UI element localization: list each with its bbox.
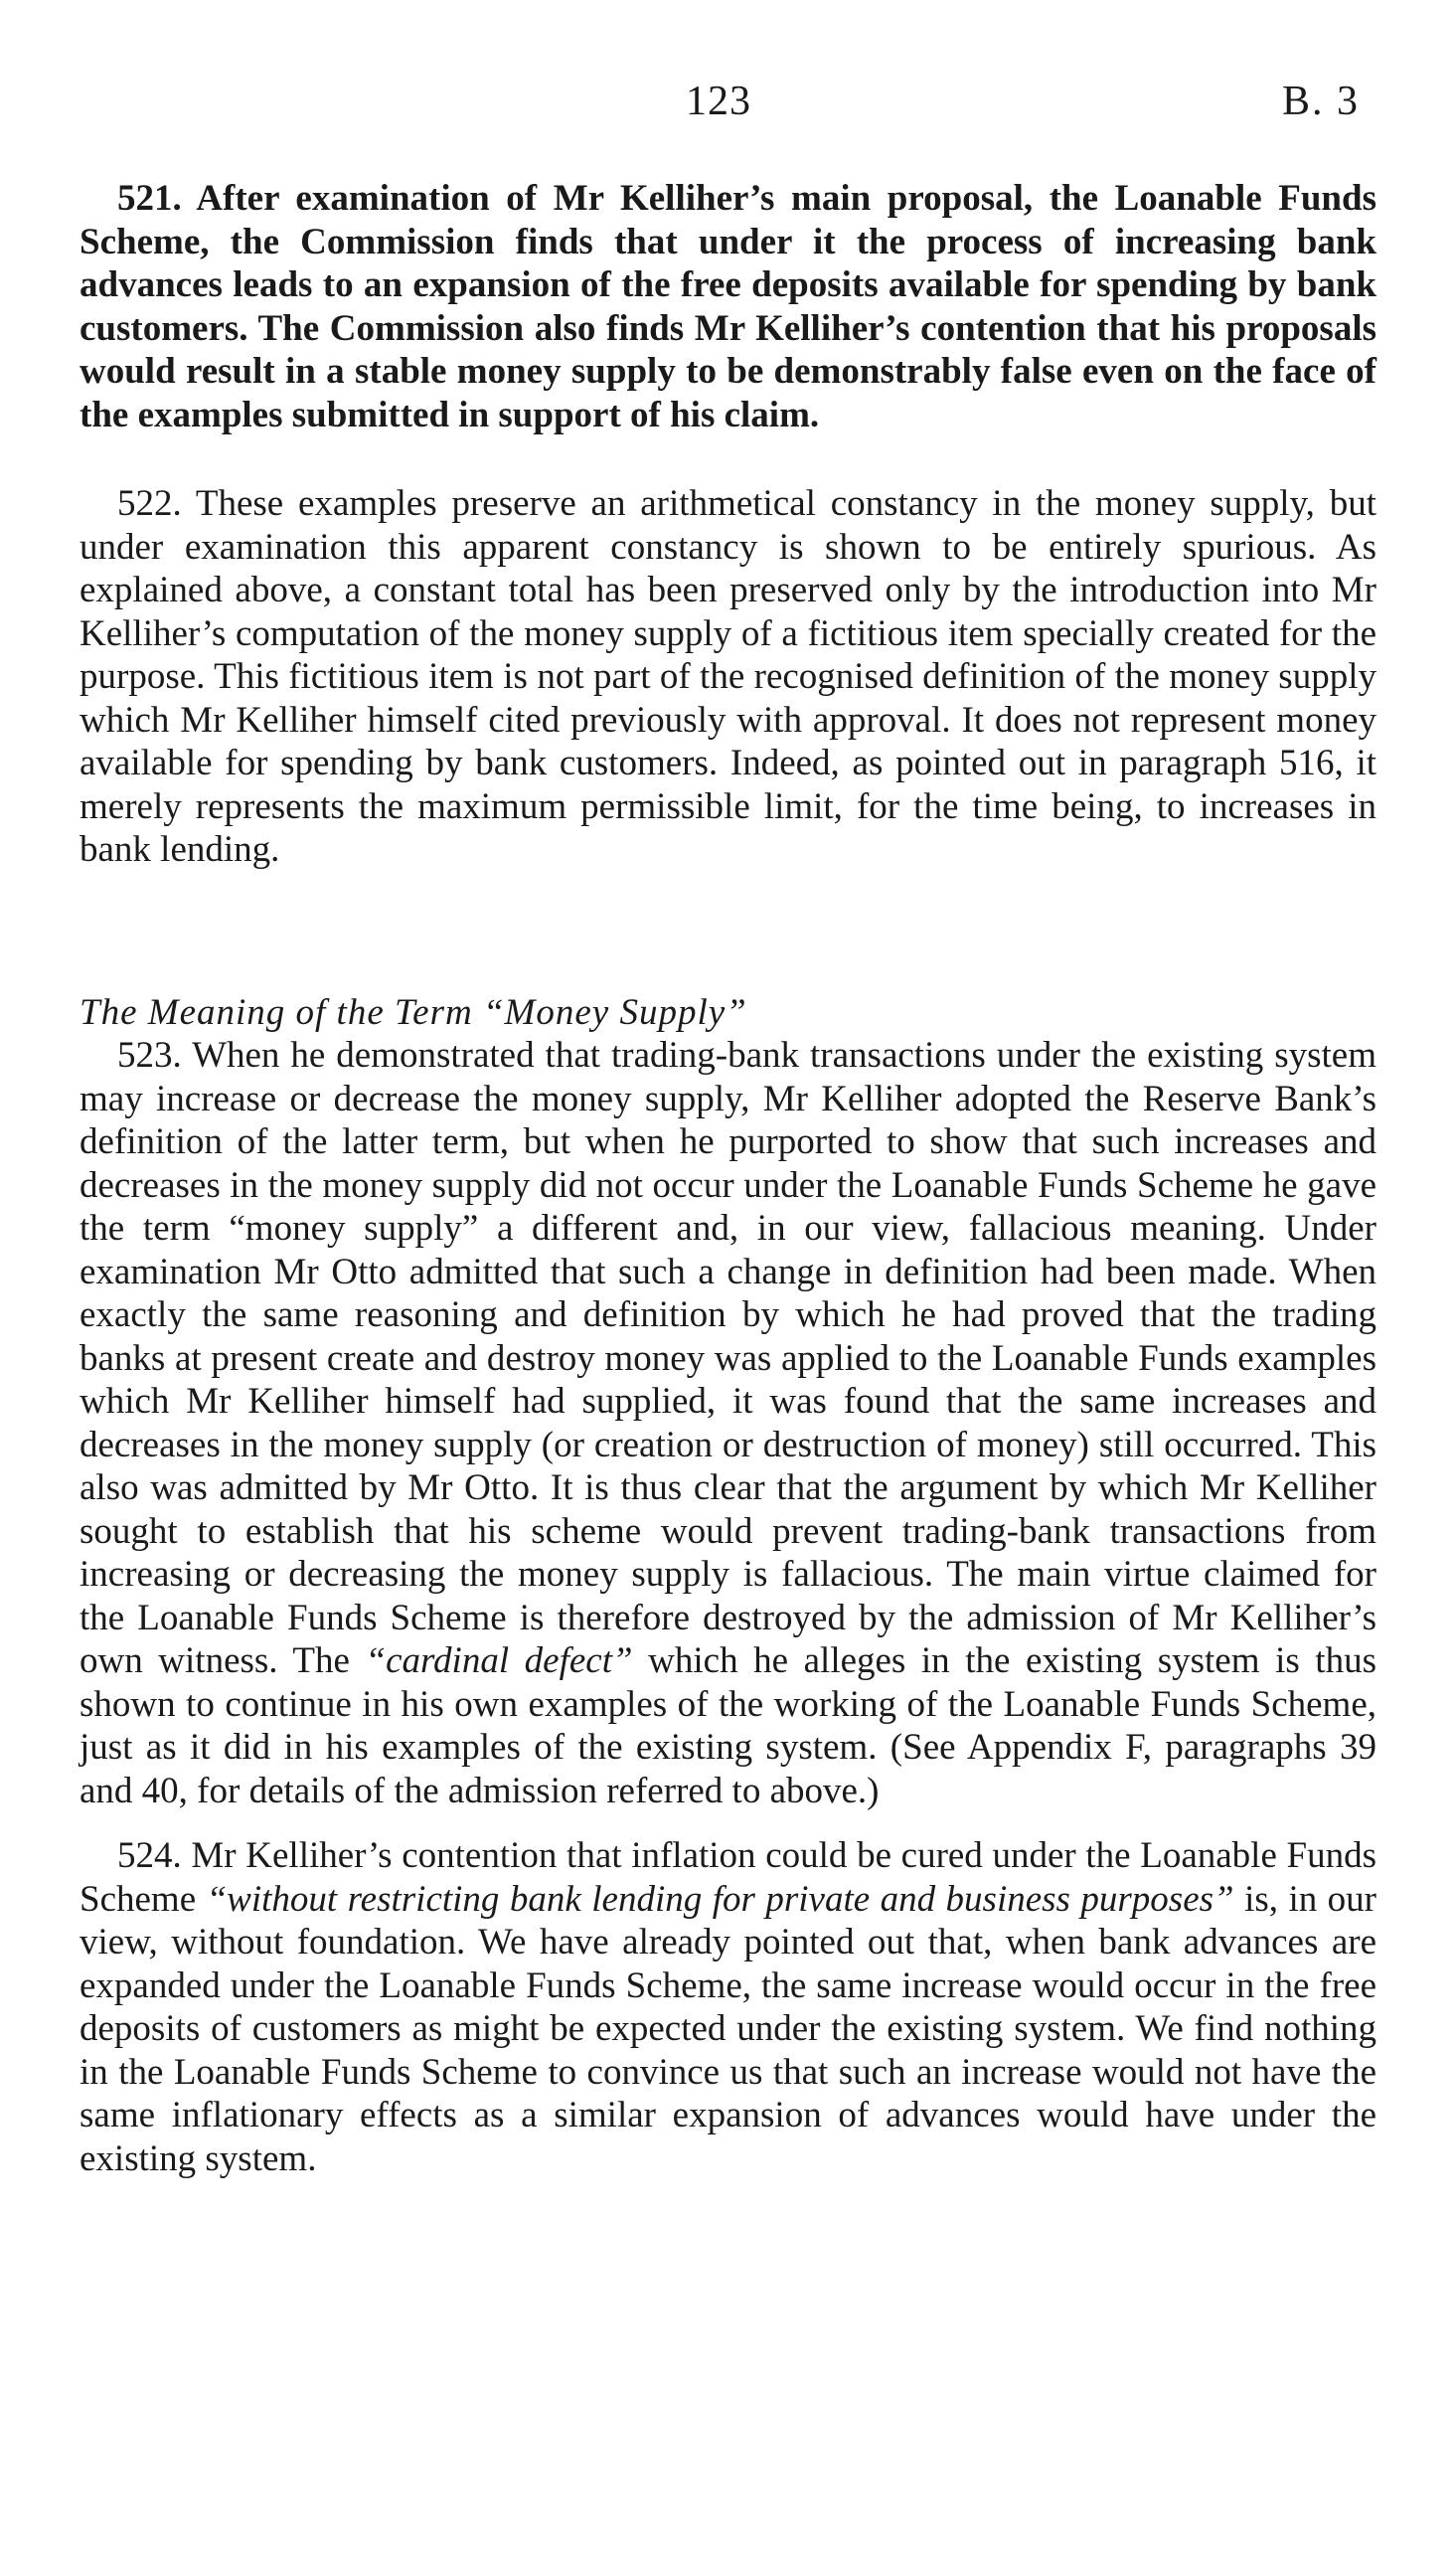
- paragraph-text-continued: which he alleges in the existing system is thus shown to continue in his own examples of the working of the Loanable Funds Scheme, just as it did in his examples of the existing system. (See Appendix F, paragraphs 39 and 40, for details of the admission referred to above.): [80, 1640, 1376, 1811]
- paragraph-number: 524.: [117, 1835, 182, 1876]
- paragraph-number: 521.: [117, 178, 182, 219]
- paragraph-522: [80, 482, 1376, 872]
- paragraph-text: Mr Kelliher’s contention that inflation could be cured under the Loanable Funds Scheme: [80, 1835, 1376, 1920]
- paragraph-text-continued: is, in our view, without foundation. We have already pointed out that, when bank advances are expanded under the Loanable Funds Scheme, the same increase would occur in the free deposits of customers as might be expected under the existing system. We find nothing in the Loanable Funds Scheme to convince us that such an increase would not have the same inflationary effects as a similar expansion of advances would have under the existing system.: [80, 1878, 1377, 2179]
- body-text: [80, 177, 1376, 2180]
- paragraph-number: 522.: [117, 483, 182, 524]
- italic-quote: “without restricting bank lending for private and business purposes”: [206, 1878, 1234, 1920]
- paragraph-number: 523.: [117, 1035, 182, 1076]
- paragraph-521: [80, 177, 1376, 436]
- page-header: [0, 78, 1456, 137]
- page-number: 123: [686, 79, 751, 124]
- paragraph-524: [80, 1834, 1376, 2180]
- document-series-code: B. 3: [1282, 79, 1361, 124]
- section-heading: The Meaning of the Term “Money Supply”: [80, 991, 747, 1033]
- paragraph-text: These examples preserve an arithmetical constancy in the money supply, but under examination this apparent constancy is shown to be entirely spurious. As explained above, a constant total has been preserved only by the introduction into Mr Kelliher’s computation of the money supply of a fictitious item specially created for the purpose. This fictitious item is not part of the recognised definition of the money supply which Mr Kelliher himself cited previously with approval. It does not represent money available for spending by bank customers. Indeed, as pointed out in paragraph 516, it merely represents the maximum permissible limit, for the time being, to increases in bank lending.: [80, 483, 1376, 870]
- paragraph-text: When he demonstrated that trading-bank transactions under the existing system may increase or decrease the money supply, Mr Kelliher adopted the Reserve Bank’s definition of the latter term, but when he purported to show that such increases and decreases in the money supply did not occur under the Loanable Funds Scheme he gave the term “money supply” a different and, in our view, fallacious meaning. Under examination Mr Otto admitted that such a change in definition had been made. When exactly the same reasoning and definition by which he had proved that the trading banks at present create and destroy money was applied to the Loanable Funds examples which Mr Kelliher himself had supplied, it was found that the same increases and decreases in the money supply (or creation or destruction of money) still occurred. This also was admitted by Mr Otto. It is thus clear that the argument by which Mr Kelliher sought to establish that his scheme would prevent trading-bank transactions from increasing or decreasing the money supply is fallacious. The main virtue claimed for the Loanable Funds Scheme is therefore destroyed by the admission of Mr Kelliher’s own witness. The: [80, 1035, 1377, 1681]
- paragraph-523: [80, 1034, 1376, 1812]
- paragraph-text: After examination of Mr Kelliher’s main proposal, the Loanable Funds Scheme, the Commission finds that under it the process of increasing bank advances leads to an expansion of the free deposits available for spending by bank customers. The Commission also finds Mr Kelliher’s contention that his proposals would result in a stable money supply to be demonstrably false even on the face of the examples submitted in support of his claim.: [80, 178, 1376, 435]
- italic-quote: “cardinal defect”: [365, 1640, 633, 1681]
